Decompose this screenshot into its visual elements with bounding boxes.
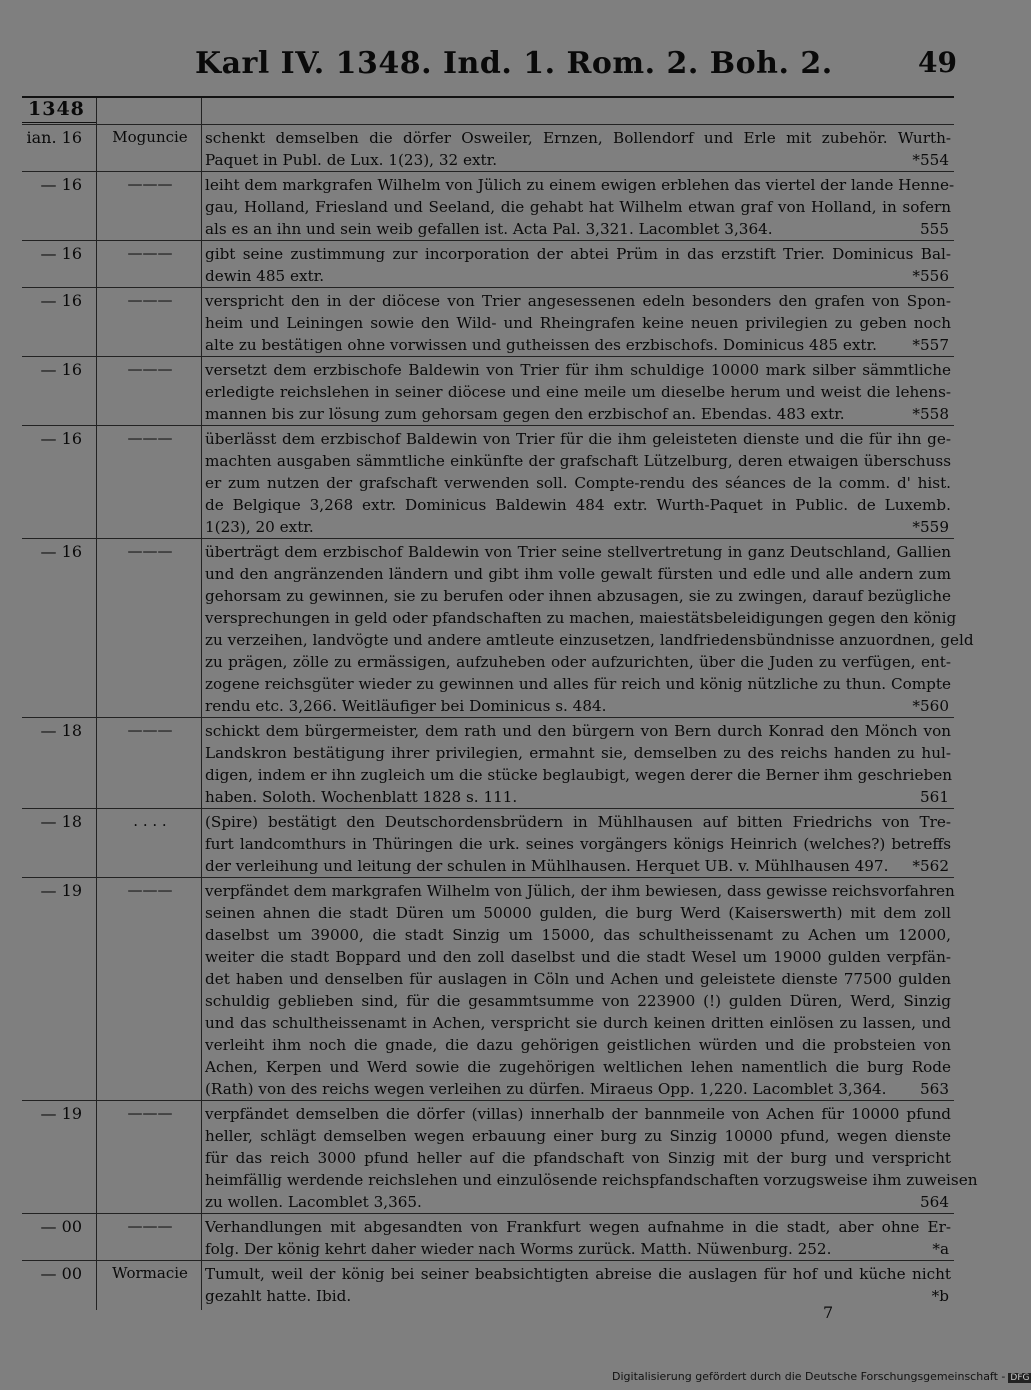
entry-row: [22, 808, 954, 878]
credit-text: Digitalisierung gefördert durch die Deutsche Forschungsgemeinschaft -: [612, 1370, 1006, 1383]
entry-line: [205, 472, 951, 494]
entry-line: [205, 1012, 951, 1034]
entry-line: [205, 786, 951, 808]
entry-date: — 16: [40, 244, 82, 263]
entry-row: [22, 240, 954, 288]
entry-line-text: verpfändet dem markgrafen Wilhelm von Jülich, der ihm bewiesen, dass gewisse reichsvorfahren: [205, 882, 955, 900]
entry-line-text: zu wollen. Lacomblet 3,365.: [205, 1193, 422, 1211]
entry-number: 561: [920, 788, 949, 806]
entry-row: [22, 356, 954, 426]
entry-line: [205, 1285, 951, 1307]
entry-line-text: überlässt dem erzbischof Baldewin von Trier für die ihm geleisteten dienste und die für ihn ge-: [205, 430, 951, 448]
entry-line-text: heimfällig werdende reichslehen und einzulösende reichspfandschaften vorzugsweise ihm zuweisen: [205, 1171, 978, 1189]
entry-line-text: Achen, Kerpen und Werd sowie die zugehörigen weltlichen lehen namentlich die burg Rode: [205, 1058, 951, 1076]
entry-line-text: zu verzeihen, landvögte und andere amtleute einzusetzen, landfriedensbündnisse anzuordnen, geld: [205, 631, 974, 649]
entry-line: [205, 585, 951, 607]
entry-line: [205, 651, 951, 673]
entry-line: [205, 811, 951, 833]
entry-line-text: der verleihung und leitung der schulen in Mühlhausen. Herquet UB. v. Mühlhausen 497.: [205, 857, 889, 875]
entry-line-text: verpfändet demselben die dörfer (villas) innerhalb der bannmeile von Achen für 10000 pfund: [205, 1105, 951, 1123]
entry-line: [205, 902, 951, 924]
digitization-credit: [612, 1370, 1031, 1383]
entry-number: *559: [912, 518, 949, 536]
entry-line-text: zogene reichsgüter wieder zu gewinnen und alles für reich und könig nützliche zu thun. Compte: [205, 675, 951, 693]
entry-date: — 19: [40, 1104, 82, 1123]
entry-row: [22, 124, 954, 172]
entry-number: *560: [912, 697, 949, 715]
entry-line: [205, 196, 951, 218]
entry-text: [205, 359, 951, 425]
entry-date: — 16: [40, 542, 82, 561]
entry-line-text: seinen ahnen die stadt Düren um 50000 gulden, die burg Werd (Kaiserswerth) mit dem zoll: [205, 904, 951, 922]
entry-line-text: heim und Leiningen sowie den Wild- und Rheingrafen keine neuen privilegien zu geben noch: [205, 314, 951, 332]
entry-line: [205, 334, 951, 356]
entry-line-text: machten ausgaben sämmtliche einkünfte der grafschaft Lützelburg, deren etwaigen überschuss: [205, 452, 951, 470]
entry-line-text: daselbst um 39000, die stadt Sinzig um 15000, das schultheissenamt zu Achen um 12000,: [205, 926, 951, 944]
entry-line-text: gibt seine zustimmung zur incorporation der abtei Prüm in das erzstift Trier. Dominicus Bal-: [205, 245, 951, 263]
entry-line: [205, 149, 951, 171]
entry-row: [22, 877, 954, 1101]
entry-number: 555: [920, 220, 949, 238]
entry-line: [205, 742, 951, 764]
entry-line-text: det haben und denselben für auslagen in Cöln und Achen und geleistete dienste 77500 gulden: [205, 970, 951, 988]
entry-line: [205, 494, 951, 516]
entry-text: [205, 127, 951, 171]
entry-row: [22, 287, 954, 357]
entry-line-text: zu prägen, zölle zu ermässigen, aufzuheben oder aufzurichten, über die Juden zu verfügen, ent-: [205, 653, 951, 671]
entry-line-text: schenkt demselben die dörfer Osweiler, Ernzen, Bollendorf und Erle mit zubehör. Wurth-: [205, 129, 951, 147]
entry-place: ———: [127, 542, 173, 560]
entry-place: ———: [127, 721, 173, 739]
entry-line-text: weiter die stadt Boppard und den zoll daselbst und die stadt Wesel um 19000 gulden verpfän-: [205, 948, 951, 966]
entry-row: [22, 1213, 954, 1261]
entry-line: [205, 516, 951, 538]
entry-number: *554: [912, 151, 949, 169]
entry-line: [205, 218, 951, 240]
header-rule: [22, 96, 954, 98]
entry-line: [205, 1169, 978, 1191]
entry-number: 563: [920, 1080, 949, 1098]
entry-line-text: gezahlt hatte. Ibid.: [205, 1287, 352, 1305]
entry-place: Wormacie: [112, 1264, 188, 1282]
entry-place: ———: [127, 429, 173, 447]
entry-line-text: er zum nutzen der grafschaft verwenden soll. Compte-rendu des séances de la comm. d' hist.: [205, 474, 951, 492]
entry-line: [205, 607, 957, 629]
entry-line: [205, 1216, 951, 1238]
entry-row: [22, 717, 954, 809]
entry-line-text: heller, schlägt demselben wegen erbauung einer burg zu Sinzig 10000 pfund, wegen dienste: [205, 1127, 951, 1145]
entry-date: — 16: [40, 429, 82, 448]
entry-date: — 18: [40, 812, 82, 831]
entry-date: — 19: [40, 881, 82, 900]
entry-place: ———: [127, 175, 173, 193]
entry-line: [205, 990, 951, 1012]
year-label: 1348: [28, 98, 85, 120]
entry-line-text: digen, indem er ihn zugleich um die stücke beglaubigt, wegen derer die Berner ihm geschrieben: [205, 766, 953, 784]
entry-row: [22, 171, 954, 241]
entry-date: — 16: [40, 291, 82, 310]
entry-line: [205, 265, 951, 287]
entry-line: [205, 855, 951, 877]
entry-place: ———: [127, 244, 173, 262]
entry-line-text: Verhandlungen mit abgesandten von Frankfurt wegen aufnahme in die stadt, aber ohne Er-: [205, 1218, 951, 1236]
entry-line: [205, 880, 955, 902]
entry-text: [205, 1263, 951, 1307]
entry-place: ———: [127, 1217, 173, 1235]
entry-number: *556: [912, 267, 949, 285]
entry-text: [205, 174, 955, 240]
entry-line-text: furt landcomthurs in Thüringen die urk. seines vorgängers königs Heinrich (welches?) betreffs: [205, 835, 951, 853]
entry-text: [205, 541, 974, 717]
entry-line: [205, 1125, 951, 1147]
entry-place: . . . .: [133, 812, 167, 830]
entry-line: [205, 1103, 951, 1125]
entry-line: [205, 428, 951, 450]
entry-line: [205, 695, 951, 717]
entry-line: [205, 174, 955, 196]
entry-line-text: verspricht den in der diöcese von Trier angesessenen edeln besonders den grafen von Spon-: [205, 292, 951, 310]
entry-line: [205, 403, 951, 425]
entry-number: *557: [912, 336, 949, 354]
entry-line: [205, 1263, 951, 1285]
entry-line-text: (Spire) bestätigt den Deutschordensbrüdern in Mühlhausen auf bitten Friedrichs von Tre-: [205, 813, 951, 831]
entry-line-text: verleiht ihm noch die gnade, die dazu gehörigen geistlichen würden und die probsteien von: [205, 1036, 951, 1054]
entry-line: [205, 312, 951, 334]
entry-line-text: Paquet in Publ. de Lux. 1(23), 32 extr.: [205, 151, 498, 169]
entry-date: — 00: [40, 1217, 82, 1236]
entry-line: [205, 1147, 951, 1169]
entry-row: [22, 1260, 954, 1308]
entry-line-text: erledigte reichslehen in seiner diöcese und eine meile um dieselbe herum und weist die lehens-: [205, 383, 951, 401]
entry-line-text: haben. Soloth. Wochenblatt 1828 s. 111.: [205, 788, 518, 806]
entry-line-text: (Rath) von des reichs wegen verleihen zu dürfen. Miraeus Opp. 1,220. Lacomblet 3,364.: [205, 1080, 887, 1098]
entry-date: — 16: [40, 360, 82, 379]
entry-line-text: schuldig geblieben sind, für die gesammtsumme von 223900 (!) gulden Düren, Werd, Sinzig: [205, 992, 951, 1010]
entry-date: — 16: [40, 175, 82, 194]
entry-line-text: und den angränzenden ländern und gibt ihm volle gewalt fürsten und edle und alle andern zum: [205, 565, 951, 583]
entry-line: [205, 290, 951, 312]
entry-date: ian. 16: [26, 128, 82, 147]
entry-line: [205, 946, 951, 968]
entry-line-text: und das schultheissenamt in Achen, verspricht sie durch keinen dritten einlösen zu lassen, und: [205, 1014, 951, 1032]
entry-line-text: 1(23), 20 extr.: [205, 518, 314, 536]
entry-text: [205, 243, 951, 287]
entry-text: [205, 880, 955, 1100]
entry-place: ———: [127, 1104, 173, 1122]
signature-mark: 7: [823, 1303, 834, 1322]
entry-line: [205, 243, 951, 265]
entry-line-text: als es an ihn und sein weib gefallen ist. Acta Pal. 3,321. Lacomblet 3,364.: [205, 220, 773, 238]
entry-line-text: rendu etc. 3,266. Weitläufiger bei Dominicus s. 484.: [205, 697, 607, 715]
running-title: Karl IV. 1348. Ind. 1. Rom. 2. Boh. 2.: [195, 46, 833, 81]
entry-line-text: versetzt dem erzbischofe Baldewin von Trier für ihm schuldige 10000 mark silber sämmtliche: [205, 361, 951, 379]
entry-line-text: folg. Der könig kehrt daher wieder nach Worms zurück. Matth. Nüwenburg. 252.: [205, 1240, 832, 1258]
page-number: 49: [918, 46, 957, 79]
entry-line-text: Tumult, weil der könig bei seiner beabsichtigten abreise die auslagen für hof und küche nicht: [205, 1265, 951, 1283]
entry-text: [205, 1216, 951, 1260]
entry-line-text: de Belgique 3,268 extr. Dominicus Baldewin 484 extr. Wurth-Paquet in Public. de Luxemb.: [205, 496, 951, 514]
entry-line: [205, 1078, 951, 1100]
entry-text: [205, 290, 951, 356]
entry-number: 564: [920, 1193, 949, 1211]
entry-line-text: für das reich 3000 pfund heller auf die pfandschaft von Sinzig mit der burg und verspricht: [205, 1149, 951, 1167]
entry-line: [205, 924, 951, 946]
entry-place: ———: [127, 881, 173, 899]
entry-line-text: leiht dem markgrafen Wilhelm von Jülich zu einem ewigen erblehen das viertel der lande Henne-: [205, 176, 955, 194]
entry-line: [205, 359, 951, 381]
entry-line: [205, 629, 974, 651]
entry-line-text: gau, Holland, Friesland und Seeland, die gehabt hat Wilhelm etwan graf von Holland, in sofern: [205, 198, 951, 216]
page-header: [0, 46, 1000, 86]
entry-line-text: überträgt dem erzbischof Baldewin von Trier seine stellvertretung in ganz Deutschland, Gallien: [205, 543, 951, 561]
entry-place: ———: [127, 291, 173, 309]
entry-row: [22, 1100, 978, 1214]
entry-line-text: gehorsam zu gewinnen, sie zu berufen oder ihnen abzusagen, sie zu zwingen, darauf bezügliche: [205, 587, 951, 605]
entry-text: [205, 720, 951, 808]
entry-place: Moguncie: [112, 128, 188, 146]
entry-row: [22, 425, 954, 539]
entry-number: *a: [932, 1240, 949, 1258]
entry-line: [205, 968, 951, 990]
entry-row: [22, 538, 974, 718]
entry-text: [205, 1103, 978, 1213]
year-cell: [22, 98, 96, 123]
entry-line: [205, 1056, 951, 1078]
entry-number: *b: [931, 1287, 949, 1305]
dfg-logo: DFG: [1010, 1373, 1030, 1383]
entry-line: [205, 833, 951, 855]
entry-line-text: versprechungen in geld oder pfandschaften zu machen, maiestätsbeleidigungen gegen den könig: [205, 609, 957, 627]
entry-line: [205, 127, 951, 149]
entry-line: [205, 450, 951, 472]
entry-number: *558: [912, 405, 949, 423]
entry-line-text: schickt dem bürgermeister, dem rath und den bürgern von Bern durch Konrad den Mönch von: [205, 722, 951, 740]
entry-date: — 00: [40, 1264, 82, 1283]
entry-line: [205, 563, 951, 585]
entry-date: — 18: [40, 721, 82, 740]
entry-line: [205, 1191, 951, 1213]
entry-text: [205, 811, 951, 877]
entry-place: ———: [127, 360, 173, 378]
entry-line-text: Landskron bestätigung ihrer privilegien, ermahnt sie, demselben zu des reichs handen zu hul-: [205, 744, 951, 762]
entry-line-text: alte zu bestätigen ohne vorwissen und gutheissen des erzbischofs. Dominicus 485 extr.: [205, 336, 877, 354]
entry-line: [205, 720, 951, 742]
entry-line-text: dewin 485 extr.: [205, 267, 325, 285]
entry-line: [205, 673, 951, 695]
entry-line: [205, 541, 951, 563]
entry-line: [205, 1238, 951, 1260]
entry-line: [205, 1034, 951, 1056]
entry-line-text: mannen bis zur lösung zum gehorsam gegen den erzbischof an. Ebendas. 483 extr.: [205, 405, 845, 423]
entry-line: [205, 764, 951, 786]
entry-text: [205, 428, 951, 538]
entry-number: *562: [912, 857, 949, 875]
entry-line: [205, 381, 951, 403]
